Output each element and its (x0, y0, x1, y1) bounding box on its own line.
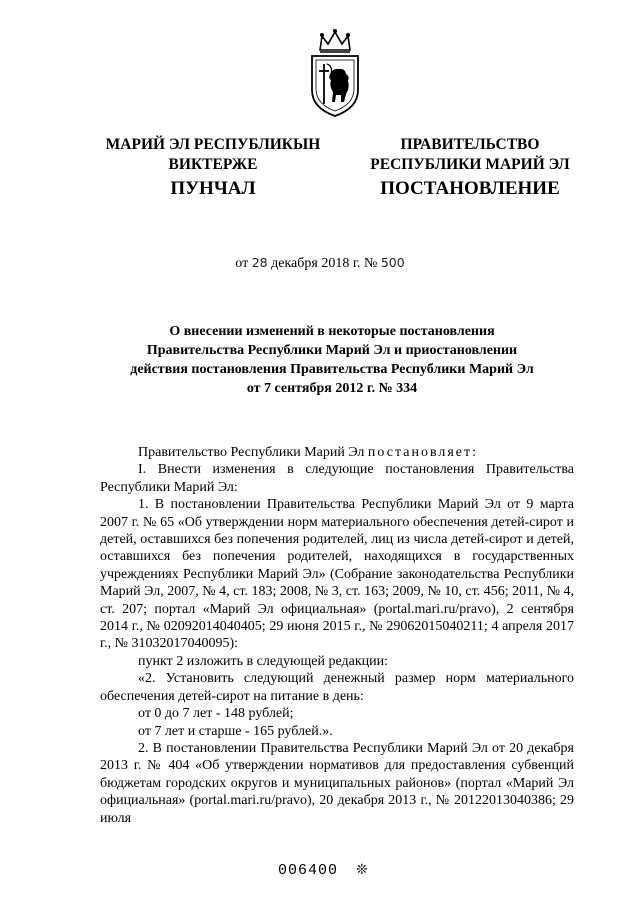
header-left-line1: МАРИЙ ЭЛ РЕСПУБЛИКЫН (105, 136, 321, 153)
title-line: Правительства Республики Марий Эл и приостановлении (146, 343, 518, 358)
document-body (100, 444, 574, 827)
paragraph: I. Внести изменения в следующие постановления Правительства Республики Марий Эл: (100, 462, 574, 495)
intro-paragraph (100, 444, 574, 461)
date-line (0, 255, 640, 272)
date-day: 28 (251, 255, 268, 270)
paragraph: 2. В постановлении Правительства Республики Марий Эл от 20 декабря 2013 г. № 404 «Об утверждении нормативов для предоставления субвенций бюджетам городских округов и муниципальных районов» (портал «Марий Эл официальная» (portal.mari.ru/pravo), 20 декабря 2013 г., № 20122013040386; 29 июля (100, 740, 574, 826)
date-prefix: от (235, 256, 249, 271)
intro-verb: постановляет: (367, 445, 479, 460)
paragraph: пункт 2 изложить в следующей редакции: (138, 653, 388, 669)
title-line: от 7 сентября 2012 г. № 334 (246, 381, 418, 396)
coat-of-arms-icon (300, 24, 370, 120)
title-line: действия постановления Правительства Республики Марий Эл (130, 362, 534, 377)
paragraph: от 0 до 7 лет - 148 рублей; (138, 706, 294, 722)
paragraph: 1. В постановлении Правительства Республики Марий Эл от 9 марта 2007 г. № 65 «Об утверждении норм материального обеспечения детей-сирот и детей, оставшихся без попечения родителей, лиц из числа детей-сирот и детей, оставшихся без попечения родителей, находящихся в государственных учреждениях Республики Марий Эл» (Собрание законодательства Республики Марий Эл, 2007, № 4, ст. 183; 2008, № 3, ст. 163; 2009, № 10, ст. 456; 2011, № 4, ст. 207; портал «Марий Эл официальная» (portal.mari.ru/pravo), 2 сентября 2014 г., № 02092014040405; 29 июня 2015 г., № 29062015040211; 4 апреля 2017 г., № 31032017040095): (100, 497, 574, 652)
header-right-title: ПОСТАНОВЛЕНИЕ (380, 178, 560, 199)
paragraph: «2. Установить следующий денежный размер норм материального обеспечения детей-сирот на питание в день: (100, 671, 574, 704)
footer (278, 862, 369, 879)
title-line: О внесении изменений в некоторые постановления (169, 324, 495, 339)
header-right-line2: РЕСПУБЛИКИ МАРИЙ ЭЛ (370, 156, 570, 173)
header-right-line1: ПРАВИТЕЛЬСТВО (400, 136, 540, 153)
serial-number: 006400 (278, 862, 339, 879)
header-left-title: ПУНЧАЛ (170, 178, 256, 199)
date-month-year: декабря 2018 г. № (271, 256, 378, 271)
header-left-line2: ВИКТЕРЖЕ (168, 156, 258, 173)
intro-subject: Правительство Республики Марий Эл (138, 445, 368, 460)
document-number: 500 (380, 255, 405, 270)
header-left (94, 135, 332, 175)
paragraph: от 7 лет и старше - 165 рублей.». (138, 723, 333, 739)
document-title (92, 322, 572, 398)
asterism-icon: ❊ (356, 862, 369, 878)
header-right (352, 135, 588, 175)
